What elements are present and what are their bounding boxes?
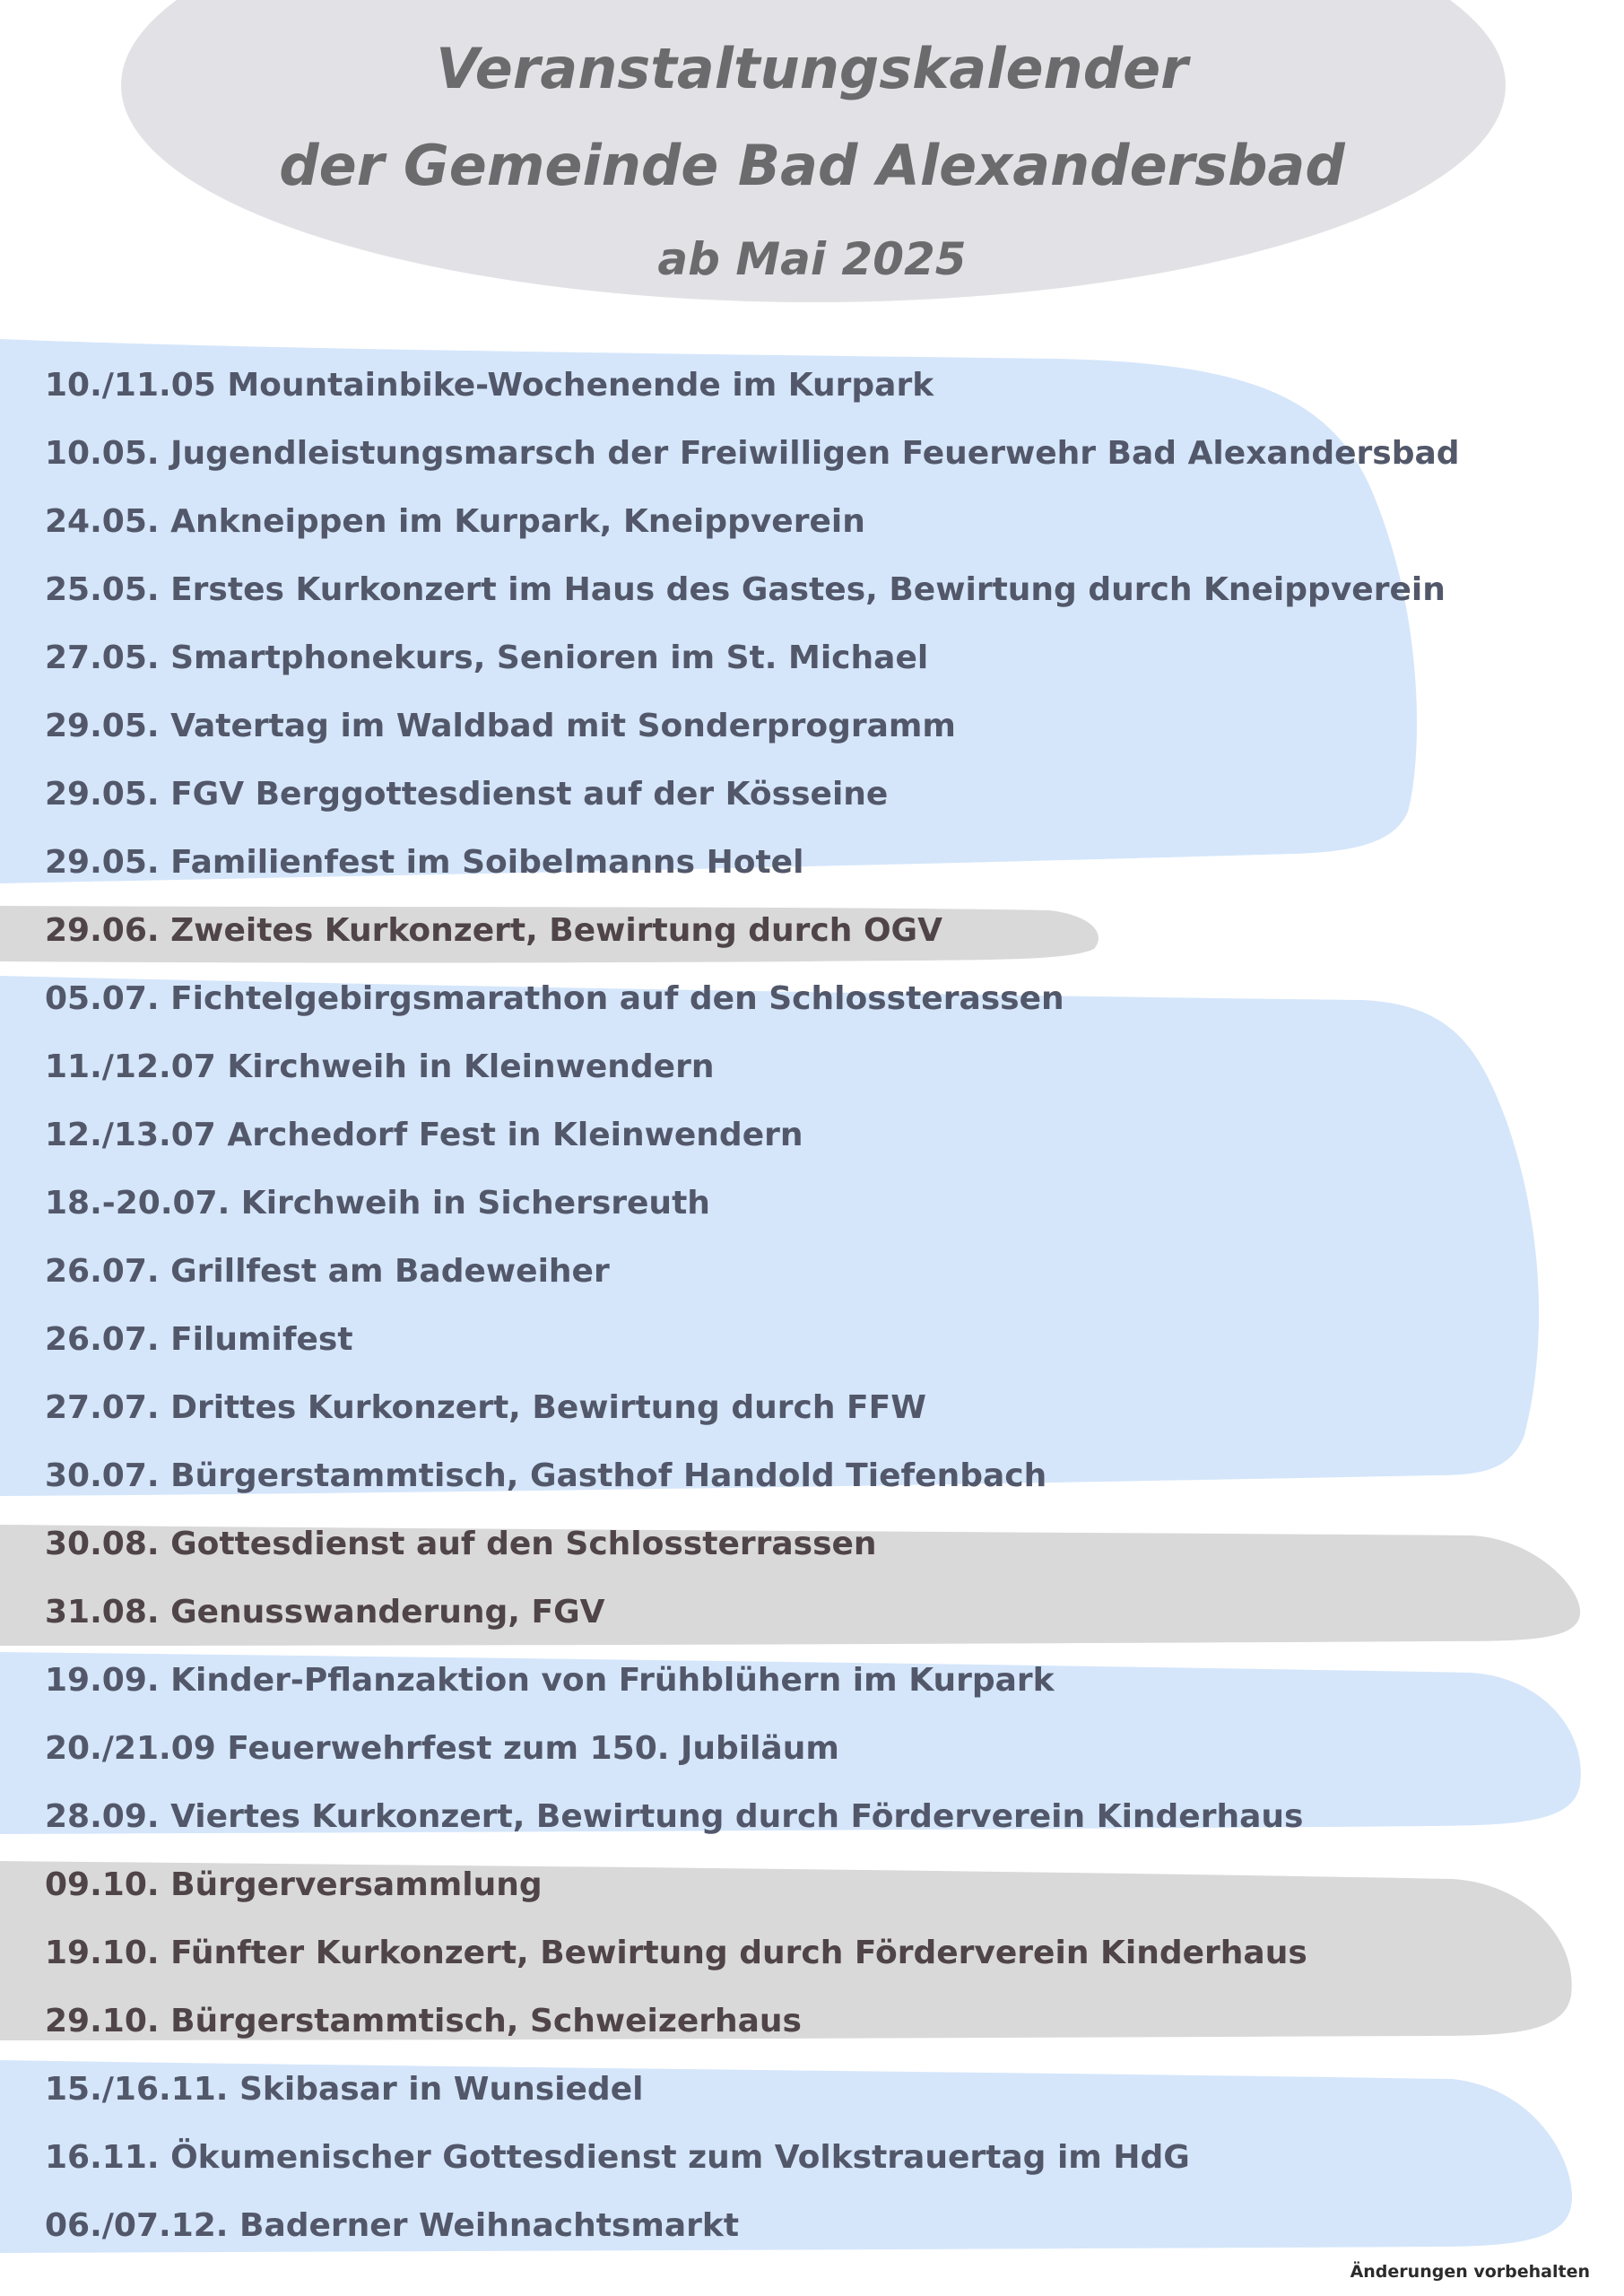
event-item: 15./16.11. Skibasar in Wunsiedel xyxy=(45,2071,644,2108)
event-item: 06./07.12. Baderner Weihnachtsmarkt xyxy=(45,2207,740,2244)
event-item: 24.05. Ankneippen im Kurpark, Kneippverein xyxy=(45,503,865,540)
event-item: 31.08. Genusswanderung, FGV xyxy=(45,1594,605,1631)
event-item: 28.09. Viertes Kurkonzert, Bewirtung durch Förderverein Kinderhaus xyxy=(45,1798,1304,1835)
page-date-range: ab Mai 2025 xyxy=(657,233,967,285)
event-item: 19.09. Kinder-Pflanzaktion von Frühblühern im Kurpark xyxy=(45,1662,1055,1699)
event-item: 10.05. Jugendleistungsmarsch der Freiwilligen Feuerwehr Bad Alexandersbad xyxy=(45,435,1460,472)
event-item: 11./12.07 Kirchweih in Kleinwendern xyxy=(45,1048,715,1085)
event-item: 26.07. Grillfest am Badeweiher xyxy=(45,1253,610,1290)
event-item: 29.05. Familienfest im Soibelmanns Hotel xyxy=(45,844,804,881)
footer-note: Änderungen vorbehalten xyxy=(1350,2262,1590,2282)
page-title: Veranstaltungskalender xyxy=(436,36,1188,101)
event-item: 29.05. Vatertag im Waldbad mit Sonderprogramm xyxy=(45,708,956,744)
event-item: 16.11. Ökumenischer Gottesdienst zum Volkstrauertag im HdG xyxy=(45,2139,1190,2176)
event-item: 29.06. Zweites Kurkonzert, Bewirtung durch OGV xyxy=(45,912,942,949)
event-item: 29.05. FGV Berggottesdienst auf der Kösseine xyxy=(45,776,889,813)
event-item: 30.08. Gottesdienst auf den Schlossterrassen xyxy=(45,1526,877,1562)
event-item: 26.07. Filumifest xyxy=(45,1321,353,1358)
page-subtitle: der Gemeinde Bad Alexandersbad xyxy=(279,133,1345,198)
event-item: 09.10. Bürgerversammlung xyxy=(45,1866,543,1903)
event-item: 18.-20.07. Kirchweih in Sichersreuth xyxy=(45,1185,710,1222)
event-item: 12./13.07 Archedorf Fest in Kleinwendern xyxy=(45,1117,803,1153)
event-item: 10./11.05 Mountainbike-Wochenende im Kurpark xyxy=(45,367,934,404)
event-item: 19.10. Fünfter Kurkonzert, Bewirtung durch Förderverein Kinderhaus xyxy=(45,1935,1307,1971)
event-item: 27.05. Smartphonekurs, Senioren im St. Michael xyxy=(45,639,929,676)
event-item: 30.07. Bürgerstammtisch, Gasthof Handold Tiefenbach xyxy=(45,1457,1047,1494)
event-item: 29.10. Bürgerstammtisch, Schweizerhaus xyxy=(45,2003,802,2039)
event-item: 27.07. Drittes Kurkonzert, Bewirtung durch FFW xyxy=(45,1389,926,1426)
event-item: 05.07. Fichtelgebirgsmarathon auf den Schlossterassen xyxy=(45,980,1064,1017)
event-item: 25.05. Erstes Kurkonzert im Haus des Gastes, Bewirtung durch Kneippverein xyxy=(45,571,1446,608)
event-item: 20./21.09 Feuerwehrfest zum 150. Jubiläum xyxy=(45,1730,839,1767)
